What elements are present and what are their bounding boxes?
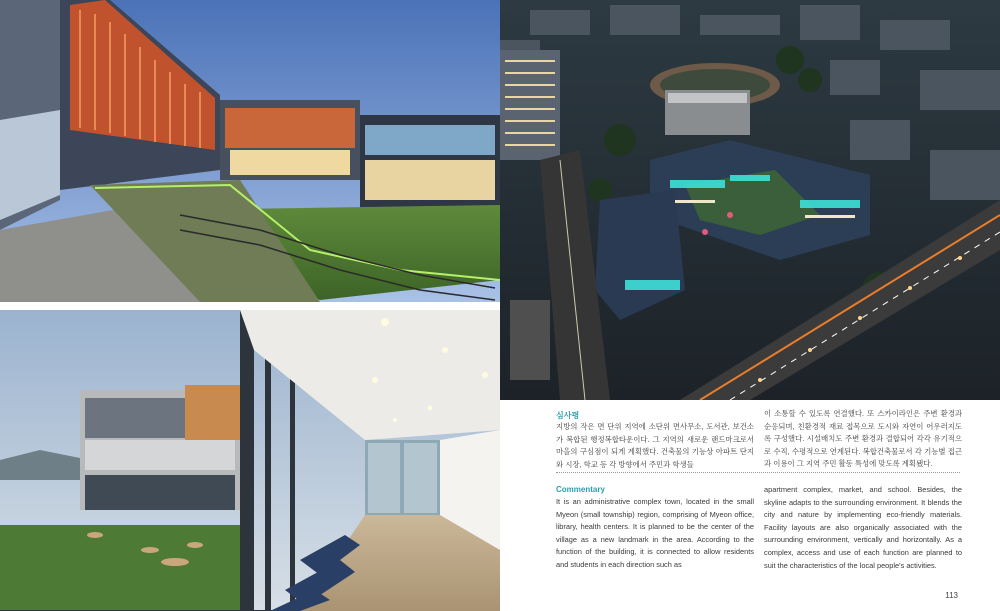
interior-corridor-photo (0, 310, 500, 611)
korean-heading: 심사평 (556, 411, 580, 420)
korean-paragraph-left: 지방의 작은 면 단위 지역에 소단위 면사무소, 도서관, 보건소가 복합된 행정복합타운이다. 그 지역의 새로운 랜드마크로서 마을의 구심점이 되게 계획했다. 건축물의 기능상 아파트 단지와 시장, 학교 등 각 방향에서 주민과 학생들 (556, 422, 754, 469)
page-number: 113 (945, 591, 958, 600)
section-divider (556, 472, 960, 473)
english-paragraph-left: It is an administrative complex town, located in the small Myeon (small township) region, comprising of Myeon office, library, health centers. It is planned to be the center of the village as a new landmark in the area. According to the function of the building, it is connected to allow residents and students in each direction such as (556, 497, 754, 569)
english-paragraph-right: apartment complex, market, and school. Besides, the skyline adapts to the surrounding environment. It blends the city and nature by implementing eco-friendly materials. Facility layouts are also organically associated with the surrounding environment, vertically and horizontally. As a complex, access and use of each function are planned to suit the characteristics of the local people's activities. (764, 485, 962, 570)
english-heading: Commentary (556, 485, 605, 494)
building-courtyard-photo (0, 0, 500, 302)
aerial-night-photo (500, 0, 1000, 400)
korean-paragraph-right: 이 소통할 수 있도록 연결했다. 또 스카이라인은 주변 환경과 순응되며, 친환경적 재료 접목으로 도시와 자연이 어우러지도록 구성했다. 시설배치도 주변 환경과 결합되어 각각 유기적으로 수직, 수평적으로 연계된다. 복합건축물로서 각 기능별 접근과 이용이 그 지역 주민 활동 특성에 맞도록 계획됐다. (764, 409, 962, 469)
